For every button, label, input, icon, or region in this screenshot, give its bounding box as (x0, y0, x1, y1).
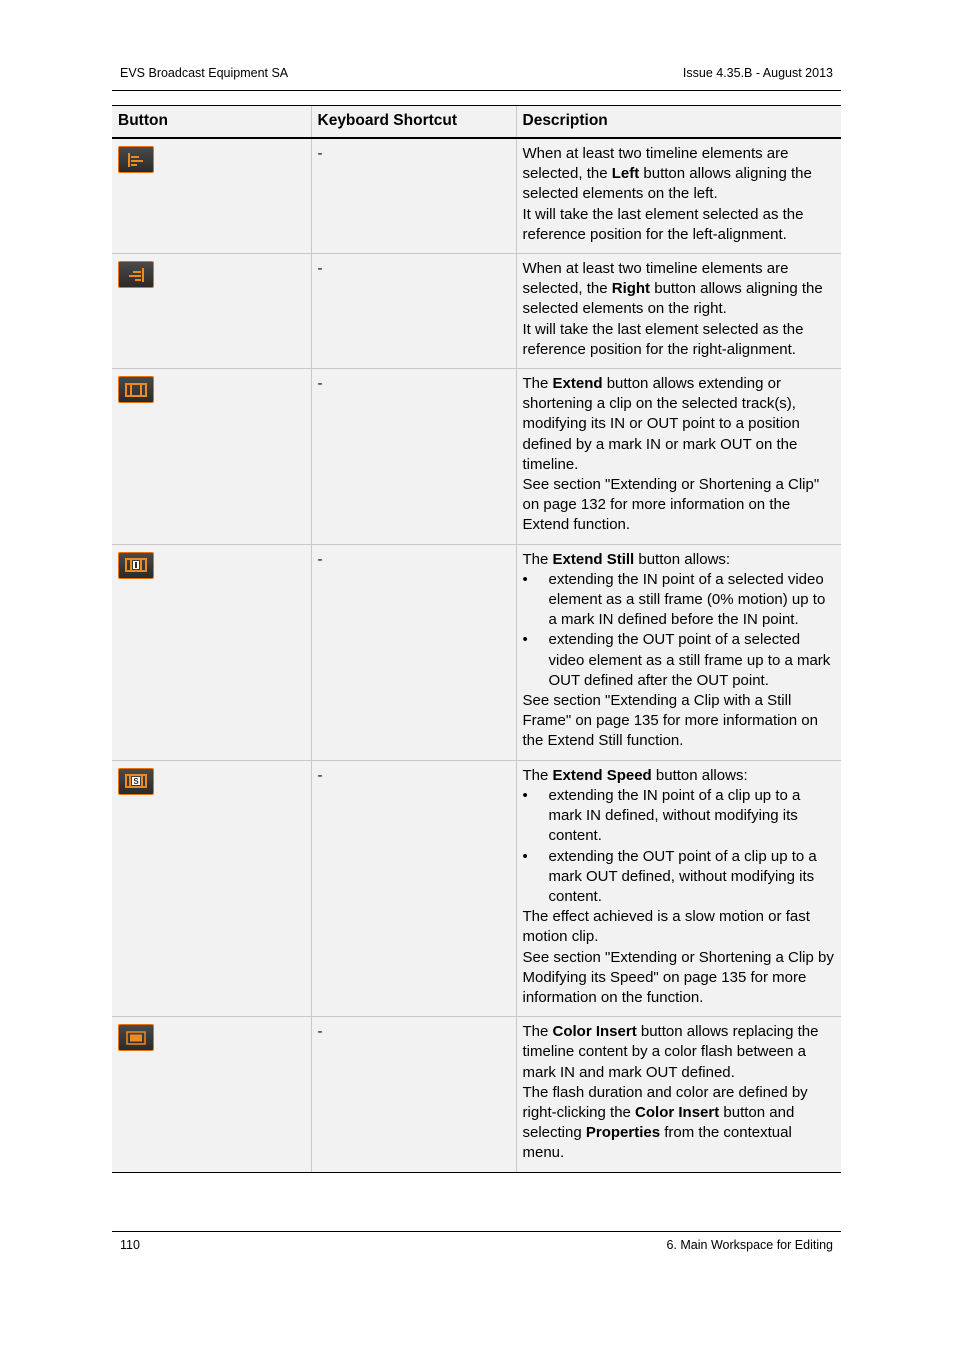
button-cell (112, 254, 311, 369)
description-cell: When at least two timeline elements are selected, the Left button allows aligning the selected elements on the left. It will take the last element selected as the reference position for the left-alignment. (516, 138, 841, 254)
align-right-button[interactable] (118, 261, 154, 288)
footer-section: 6. Main Workspace for Editing (666, 1238, 833, 1252)
button-cell (112, 369, 311, 545)
extend-icon (125, 383, 147, 397)
extend-still-button[interactable] (118, 552, 154, 579)
description-cell: The Extend Still button allows: • extending the IN point of a selected video element as a still frame (0% motion) up to a mark IN defined before the IN point. • extending the OUT point of a selected video element as a still frame up to a mark OUT defined after the OUT point. See section "Extending a Clip with a Still Frame" on page 135 for more information on the Extend Still function. (516, 544, 841, 760)
list-item: • extending the IN point of a clip up to a mark IN defined, without modifying its content. (523, 786, 838, 847)
shortcut-cell: - (311, 544, 516, 760)
extend-speed-button[interactable] (118, 768, 154, 795)
description-cell: The Extend Speed button allows: • extending the IN point of a clip up to a mark IN defined, without modifying its content. • extending the OUT point of a clip up to a mark OUT defined, without modifying its content. The effect achieved is a slow motion or fast motion clip. See section "Extending or Shortening a Clip by Modifying its Speed" on page 135 for more information on the function. (516, 760, 841, 1016)
shortcut-cell: - (311, 138, 516, 254)
header-issue: Issue 4.35.B - August 2013 (682, 66, 833, 80)
table-row (112, 138, 841, 254)
column-header-description: Description (516, 106, 841, 139)
color-insert-button[interactable] (118, 1024, 154, 1051)
page-number: 110 (120, 1238, 140, 1252)
button-cell (112, 544, 311, 760)
column-header-shortcut: Keyboard Shortcut (311, 106, 516, 139)
table-row (112, 544, 841, 760)
footer-rule (112, 1231, 841, 1232)
bullet-list (523, 786, 838, 907)
description-cell: When at least two timeline elements are selected, the Right button allows aligning the selected elements on the right. It will take the last element selected as the reference position for the right-alignment. (516, 254, 841, 369)
align-right-icon (127, 267, 145, 283)
table-row (112, 1017, 841, 1172)
shortcut-cell: - (311, 760, 516, 1016)
svg-text:S: S (133, 777, 139, 787)
list-item: • extending the IN point of a selected video element as a still frame (0% motion) up to a mark IN defined before the IN point. (523, 570, 838, 631)
align-left-button[interactable] (118, 146, 154, 173)
table-row (112, 254, 841, 369)
list-item: • extending the OUT point of a clip up to a mark OUT defined, without modifying its content. (523, 847, 838, 908)
table-row (112, 760, 841, 1016)
shortcut-cell: - (311, 1017, 516, 1172)
button-cell (112, 760, 311, 1016)
shortcut-cell: - (311, 254, 516, 369)
description-cell: The Extend button allows extending or shortening a clip on the selected track(s), modifying its IN or OUT point to a position defined by a mark IN or mark OUT on the timeline. See section "Extending or Shortening a Clip" on page 132 for more information on the Extend function. (516, 369, 841, 545)
align-left-icon (127, 152, 145, 168)
button-reference-table (112, 105, 841, 1173)
bullet-list (523, 570, 838, 691)
list-item: • extending the OUT point of a selected video element as a still frame up to a mark OUT defined after the OUT point. (523, 630, 838, 691)
button-cell (112, 1017, 311, 1172)
table-row (112, 369, 841, 545)
header-rule (112, 90, 841, 91)
color-insert-icon (126, 1031, 146, 1045)
description-cell: The Color Insert button allows replacing the timeline content by a color flash between a mark IN and mark OUT defined. The flash duration and color are defined by right-clicking the Color Insert button and selecting Properties from the contextual menu. (516, 1017, 841, 1172)
column-header-button: Button (112, 106, 311, 139)
header-company: EVS Broadcast Equipment SA (120, 66, 289, 80)
button-cell (112, 138, 311, 254)
extend-button[interactable] (118, 376, 154, 403)
extend-still-icon (125, 558, 147, 572)
extend-speed-icon (125, 774, 147, 788)
table-header-row (112, 106, 841, 139)
shortcut-cell: - (311, 369, 516, 545)
